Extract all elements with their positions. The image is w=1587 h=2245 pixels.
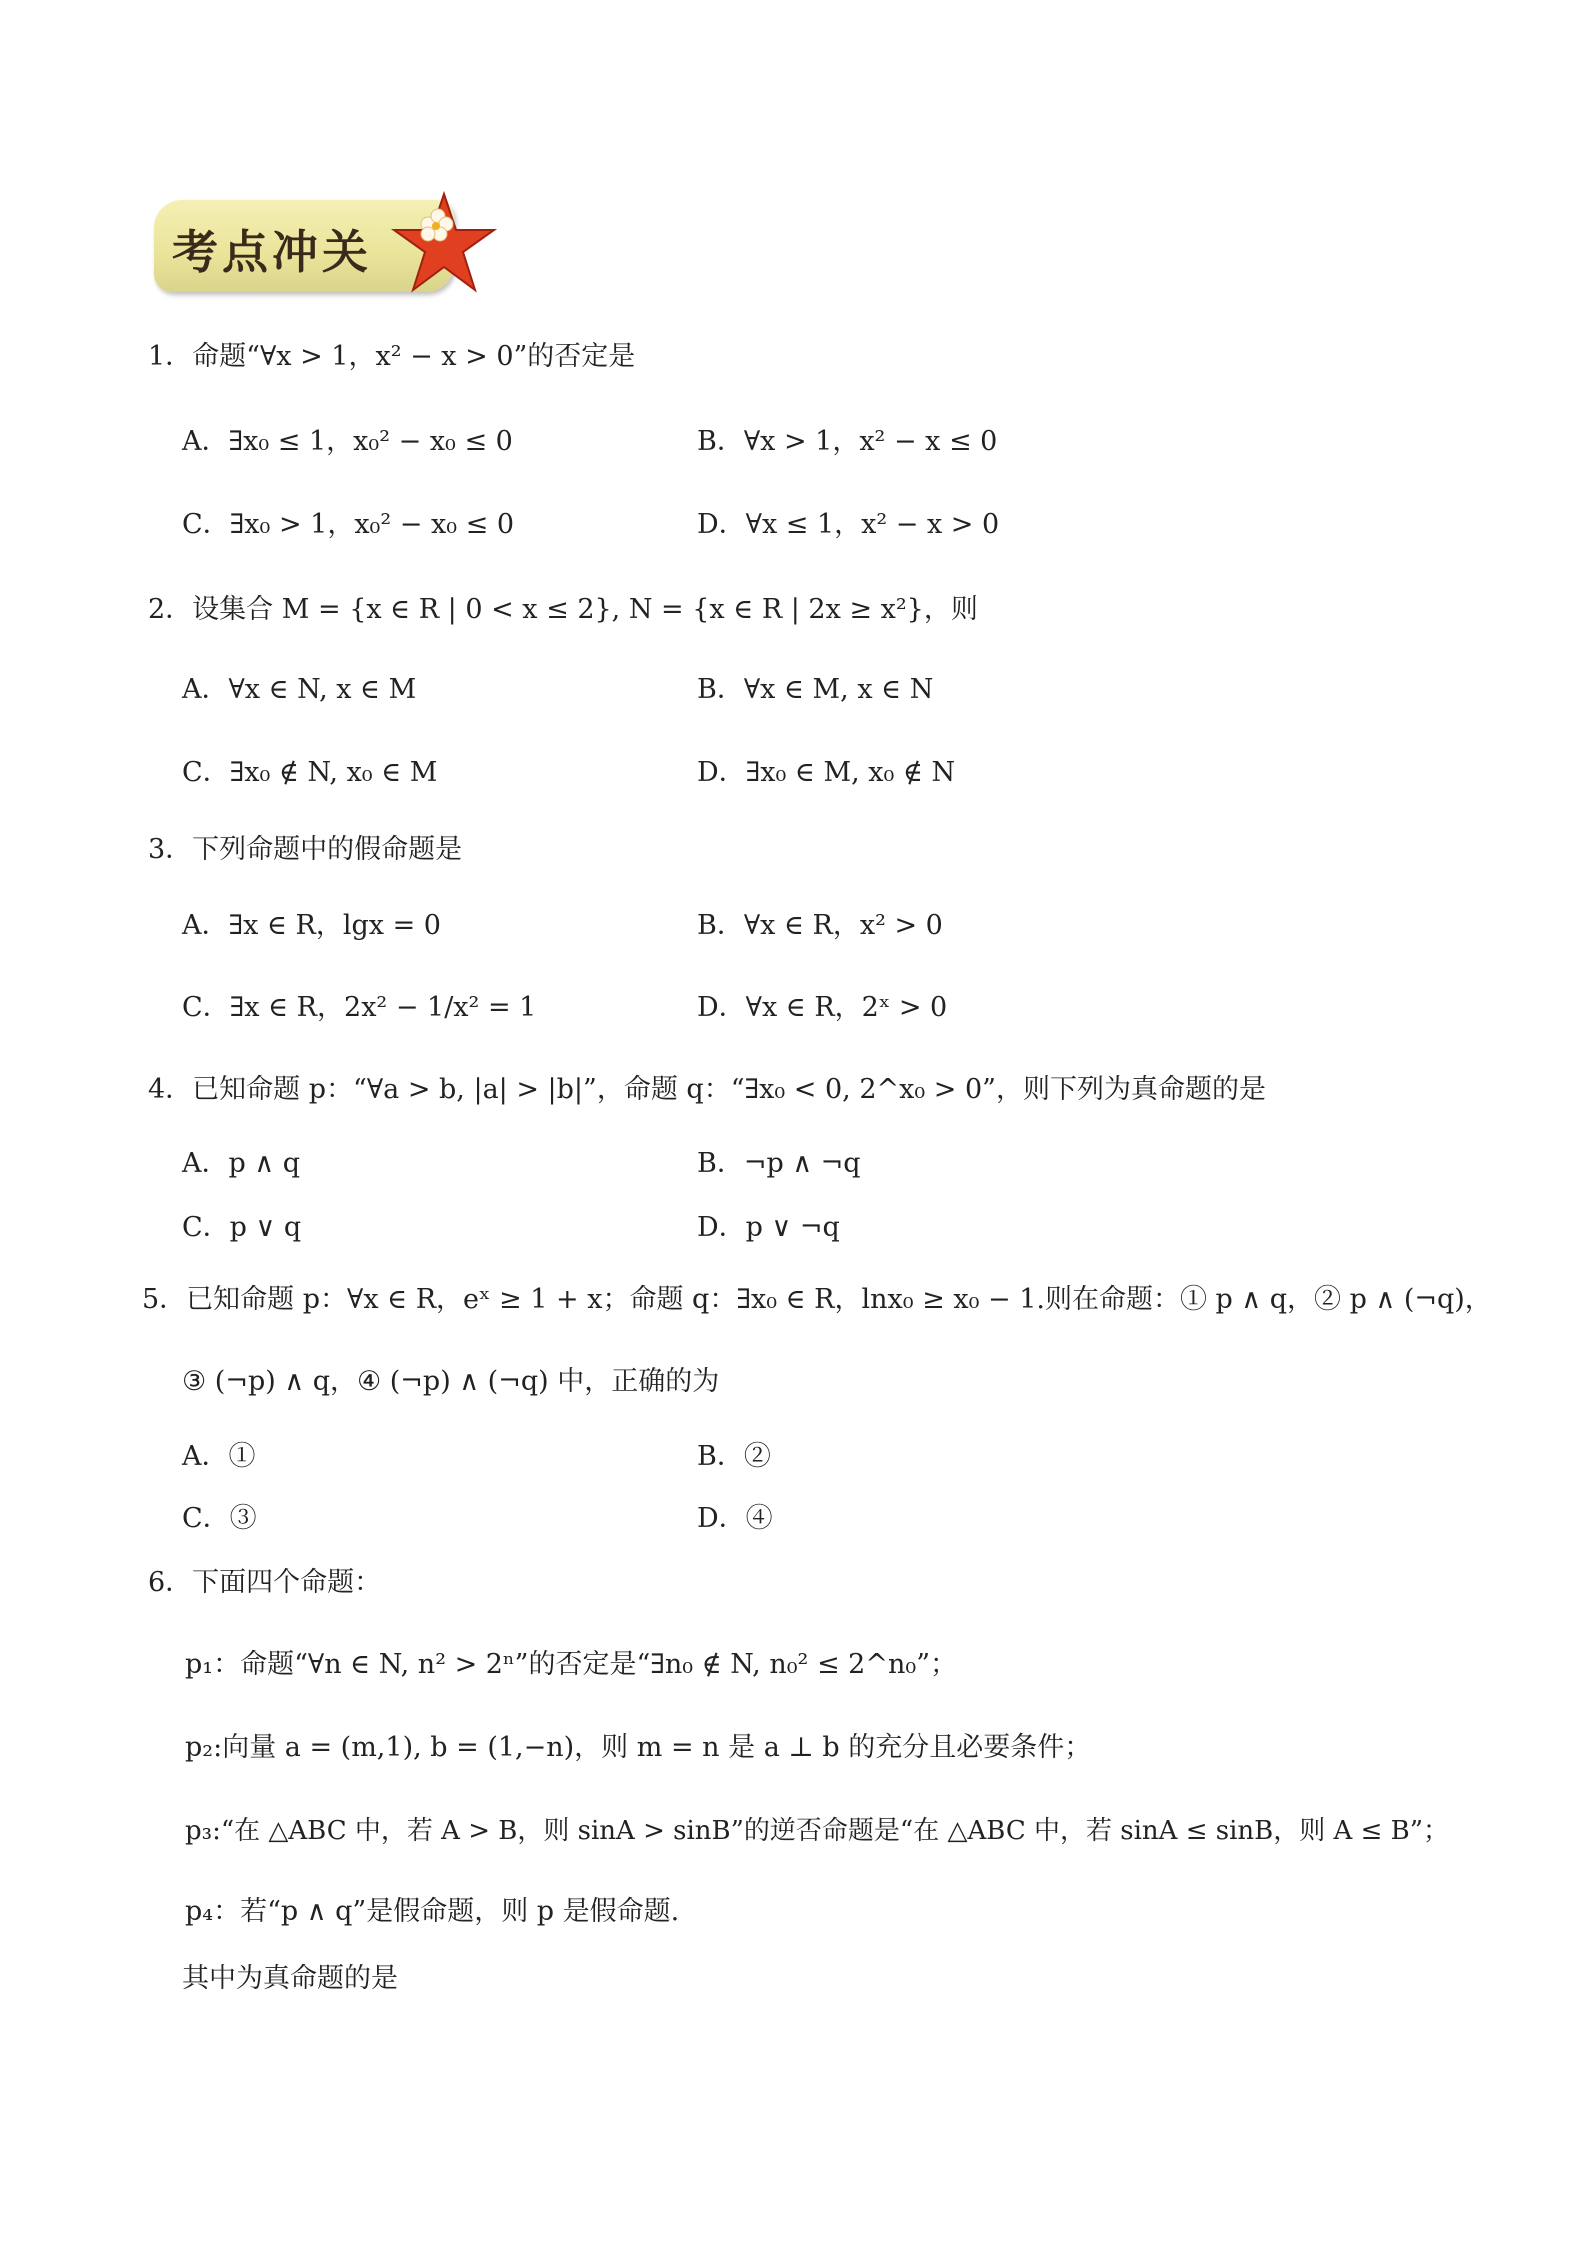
question-3-option-c: C．∃x ∈ R，2x² − 1/x² = 1 (182, 992, 537, 1023)
question-6-item-p3: p₃:“在 △ABC 中，若 A > B，则 sinA > sinB”的逆否命题是“在 △ABC 中，若 sinA ≤ sinB，则 A ≤ B”； (185, 1816, 1450, 1846)
question-5-stem-continued: ③ (¬p) ∧ q，④ (¬p) ∧ (¬q) 中，正确的为 (182, 1366, 720, 1397)
question-2-option-b: B．∀x ∈ M, x ∈ N (697, 674, 934, 705)
question-1-stem: 1．命题“∀x > 1，x² − x > 0”的否定是 (148, 341, 636, 372)
question-2-option-c: C．∃x₀ ∉ N, x₀ ∈ M (182, 757, 438, 788)
question-5-option-b: B．② (697, 1441, 771, 1472)
question-6-stem: 6．下面四个命题： (148, 1567, 382, 1598)
question-2-option-d: D．∃x₀ ∈ M, x₀ ∉ N (697, 757, 956, 788)
question-2-option-a: A．∀x ∈ N, x ∈ M (182, 674, 417, 705)
question-4-option-a: A．p ∧ q (182, 1148, 300, 1179)
question-1-option-b: B．∀x > 1，x² − x ≤ 0 (697, 426, 998, 457)
question-3-option-b: B．∀x ∈ R，x² > 0 (697, 910, 943, 941)
question-6-closing: 其中为真命题的是 (182, 1963, 398, 1994)
question-5-stem: 5．已知命题 p：∀x ∈ R，eˣ ≥ 1 + x；命题 q：∃x₀ ∈ R，lnx₀ ≥ x₀ − 1.则在命题：① p ∧ q，② p ∧ (¬q)， (142, 1284, 1492, 1315)
question-4-option-d: D．p ∨ ¬q (697, 1212, 840, 1243)
starfish-flower-icon (388, 190, 500, 302)
question-1-option-d: D．∀x ≤ 1，x² − x > 0 (697, 509, 1000, 540)
question-5-option-a: A．① (182, 1441, 256, 1472)
question-1-option-a: A．∃x₀ ≤ 1，x₀² − x₀ ≤ 0 (182, 426, 513, 457)
question-4-stem: 4．已知命题 p：“∀a > b, |a| > |b|”，命题 q：“∃x₀ < 0, 2^x₀ > 0”，则下列为真命题的是 (148, 1074, 1266, 1105)
banner-title: 考点冲关 (172, 225, 372, 279)
question-1-option-c: C．∃x₀ > 1，x₀² − x₀ ≤ 0 (182, 509, 515, 540)
question-3-stem: 3．下列命题中的假命题是 (148, 834, 463, 865)
section-banner (150, 190, 500, 310)
question-3-option-d: D．∀x ∈ R，2ˣ > 0 (697, 992, 948, 1023)
question-4-option-b: B．¬p ∧ ¬q (697, 1148, 861, 1179)
question-3-option-a: A．∃x ∈ R，lgx = 0 (182, 910, 441, 941)
question-6-item-p1: p₁：命题“∀n ∈ N, n² > 2ⁿ”的否定是“∃n₀ ∉ N, n₀² ≤ 2^n₀”； (185, 1649, 957, 1680)
question-4-option-c: C．p ∨ q (182, 1212, 302, 1243)
question-5-option-c: C．③ (182, 1503, 257, 1534)
question-2-stem: 2．设集合 M = {x ∈ R | 0 < x ≤ 2}, N = {x ∈ R | 2x ≥ x²}，则 (148, 594, 978, 625)
question-6-item-p2: p₂:向量 a = (m,1), b = (1,−n)，则 m = n 是 a ⊥ b 的充分且必要条件； (185, 1732, 1092, 1763)
question-5-option-d: D．④ (697, 1503, 773, 1534)
question-6-item-p4: p₄：若“p ∧ q”是假命题，则 p 是假命题. (185, 1896, 680, 1927)
